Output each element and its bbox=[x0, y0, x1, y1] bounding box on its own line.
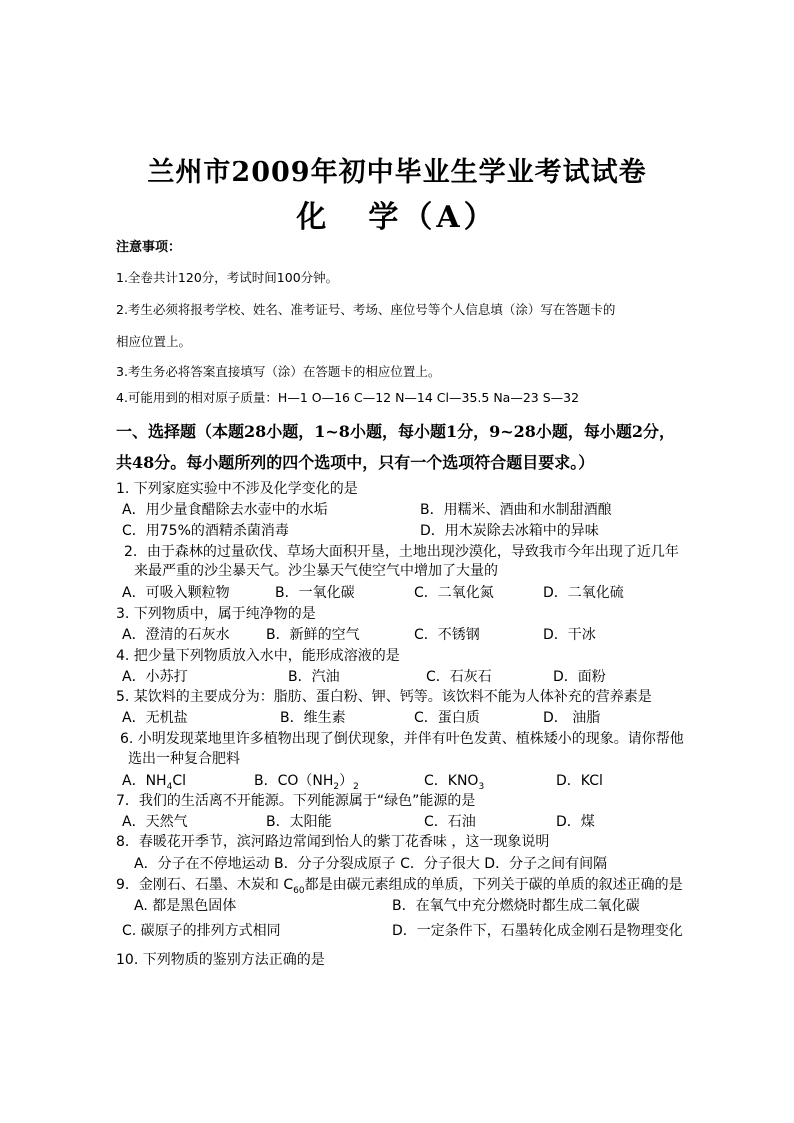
question-8-stem: 8．春暖花开季节，滨河路边常闻到怡人的紫丁花香味 ，这一现象说明 bbox=[116, 834, 550, 850]
question-1-stem: 1. 下列家庭实验中不涉及化学变化的是 bbox=[116, 481, 358, 497]
question-3-stem: 3. 下列物质中，属于纯净物的是 bbox=[116, 606, 316, 622]
q5-option-d: D． 油脂 bbox=[543, 710, 601, 726]
question-2-stem-cont: 来最严重的沙尘暴天气。沙尘暴天气使空气中增加了大量的 bbox=[134, 563, 498, 579]
q7-option-b: B．太阳能 bbox=[266, 814, 332, 830]
q4-option-c: C．石灰石 bbox=[426, 669, 492, 685]
q4-option-a: A．小苏打 bbox=[122, 669, 188, 685]
q9-option-b: B．在氧气中充分燃烧时都生成二氧化碳 bbox=[392, 898, 640, 914]
question-6-stem: 6. 小明发现菜地里许多植物出现了倒伏现象，并伴有叶色发黄、植株矮小的现象。请你帮他 bbox=[120, 731, 684, 747]
q7-option-a: A．天然气 bbox=[122, 814, 188, 830]
question-10-stem: 10. 下列物质的鉴别方法正确的是 bbox=[116, 952, 325, 968]
q7-option-d: D．煤 bbox=[556, 814, 595, 830]
section-heading-line1: 一、选择题（本题28小题，1~8小题，每小题1分，9~28小题，每小题2分， bbox=[116, 422, 676, 441]
q3-option-b: B．新鲜的空气 bbox=[266, 627, 360, 643]
q6-option-c: C．$KNO_3$ bbox=[424, 773, 485, 792]
q1-option-d: D．用木炭除去冰箱中的异味 bbox=[420, 523, 599, 539]
question-4-stem: 4. 把少量下列物质放入水中，能形成溶液的是 bbox=[116, 648, 400, 664]
notice-heading: 注意事项： bbox=[116, 240, 182, 255]
q2-option-c: C．二氧化氮 bbox=[414, 585, 494, 601]
q6-option-b: B．$CO(NH_2)_2$ bbox=[254, 773, 359, 792]
q2-option-d: D．二氧化硫 bbox=[543, 585, 624, 601]
q4-option-d: D．面粉 bbox=[553, 669, 606, 685]
q1-option-c: C．用75%的酒精杀菌消毒 bbox=[122, 523, 289, 539]
q3-option-a: A．澄清的石灰水 bbox=[122, 627, 230, 643]
notice-item: 相应位置上。 bbox=[116, 334, 192, 349]
question-2-stem: 2．由于森林的过量砍伐、草场大面积开垦，土地出现沙漠化，导致我市今年出现了近几年 bbox=[124, 544, 679, 560]
notice-item: 2.考生必须将报考学校、姓名、准考证号、考场、座位号等个人信息填（涂）写在答题卡的 bbox=[116, 302, 616, 317]
q5-option-c: C．蛋白质 bbox=[414, 710, 480, 726]
q8-options: A．分子在不停地运动 B．分子分裂成原子 C．分子很大 D．分子之间有间隔 bbox=[134, 856, 608, 872]
subject-char-b: 学（A） bbox=[368, 200, 498, 235]
question-5-stem: 5. 某饮料的主要成分为：脂肪、蛋白粉、钾、钙等。该饮料不能为人体补充的营养素是 bbox=[116, 689, 652, 705]
q5-option-b: B．维生素 bbox=[280, 710, 346, 726]
q6-option-a: A．$NH_4Cl$ bbox=[122, 773, 186, 792]
question-9-stem: 9．金刚石、石墨、木炭和 $C_{60}$都是由碳元素组成的单质，下列关于碳的单质的叙述正确的是 bbox=[116, 877, 683, 896]
q6-option-d: D．KCl bbox=[556, 773, 603, 789]
q2-option-b: B．一氧化碳 bbox=[275, 585, 355, 601]
q2-option-a: A．可吸入颗粒物 bbox=[122, 585, 230, 601]
q9-option-c: C. 碳原子的排列方式相同 bbox=[122, 923, 281, 939]
q9-option-a: A. 都是黑色固体 bbox=[134, 898, 237, 914]
subject-char-a: 化 bbox=[296, 200, 331, 235]
section-heading-line2: 共48分。每小题所列的四个选项中，只有一个选项符合题目要求。） bbox=[116, 453, 595, 472]
notice-item: 3.考生务必将答案直接填写（涂）在答题卡的相应位置上。 bbox=[116, 364, 441, 379]
q3-option-c: C．不锈钢 bbox=[414, 627, 480, 643]
question-7-stem: 7．我们的生活离不开能源。下列能源属于“绿色”能源的是 bbox=[116, 793, 476, 809]
q3-option-d: D．干冰 bbox=[543, 627, 596, 643]
q5-option-a: A．无机盐 bbox=[122, 710, 188, 726]
question-6-stem-cont: 选出一种复合肥料 bbox=[128, 751, 240, 767]
q4-option-b: B．汽油 bbox=[288, 669, 340, 685]
notice-item: 4.可能用到的相对原子质量：H—1 O—16 C—12 N—14 Cl—35.5 Na—23 S—32 bbox=[116, 390, 580, 405]
notice-item: 1.全卷共计120分，考试时间100分钟。 bbox=[116, 270, 339, 285]
q1-option-a: A．用少量食醋除去水壶中的水垢 bbox=[122, 502, 328, 518]
q7-option-c: C．石油 bbox=[424, 814, 476, 830]
q1-option-b: B．用糯米、酒曲和水制甜酒酿 bbox=[420, 502, 612, 518]
exam-title: 兰州市2009年初中毕业生学业考试试卷 bbox=[147, 157, 647, 188]
subject-title bbox=[0, 192, 794, 236]
q9-option-d: D．一定条件下，石墨转化成金刚石是物理变化 bbox=[392, 923, 683, 939]
